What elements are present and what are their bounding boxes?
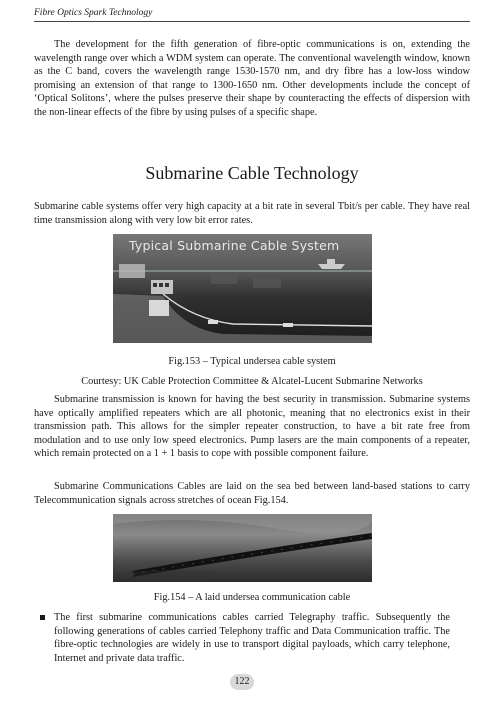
submarine-cables-paragraph: Submarine Communications Cables are laid on the sea bed between land-based stations to carry Telecommunication signals across stretches of ocean Fig.154. (34, 481, 470, 506)
figure1-caption: Fig.153 – Typical undersea cable system (168, 356, 336, 367)
intro-paragraph: The development for the fifth generation of fibre-optic communications is on, extending the wavelength range over which a WDM system can operate. The conventional wavelength window, known as the C band, covers the wavelength range 1530-1570 nm, and dry fibre has a low-loss window promising an extension of that range to 1300-1650 nm. Other developments include the concept of ‘Optical Solitons’, where the pulses preserve their shape by counteracting the effects of dispersion with the non-linear effects of the fibre by using pulses of a specific shape. (34, 39, 470, 118)
section-heading: Submarine Cable Technology (145, 163, 359, 183)
seabed-cable-illustration (113, 514, 372, 582)
bullet-item (54, 611, 450, 665)
submarine-cable-diagram (113, 234, 372, 343)
bullet-text: The first submarine communications cables carried Telegraphy traffic. Subsequently the following generations of cables carried Telephony traffic and Data Communication traffic. The fibre-optic technologies are widely in use to transport digital payloads, which carry telephone, Internet and private data traffic. (54, 612, 450, 664)
figure-title: Typical Submarine Cable System (129, 238, 340, 253)
submarine-transmission-paragraph: Submarine transmission is known for having the best security in transmission. Submarine systems have optically amplified repeaters which are all photonic, meaning that no electronics exist in their transmission path. This allows for the simpler repeater construction, to have a bit rate free from modulation and to use only low speed electronics. Pump lasers are the main components of a repeater, which remain protected on a 1 + 1 basis to cope with possible component failure. (34, 394, 470, 460)
figure2-caption: Fig.154 – A laid undersea communication cable (153, 592, 351, 603)
laid-cable-photo (113, 514, 372, 582)
running-header: Fibre Optics Spark Technology (34, 8, 470, 22)
submarine-cable-system-figure (113, 234, 372, 343)
figure1-courtesy: Courtesy: UK Cable Protection Committee & Alcatel-Lucent Submarine Networks (81, 376, 423, 387)
submarine-intro-paragraph: Submarine cable systems offer very high capacity at a bit rate in several Tbit/s per cable. They have real time transmission along with very low bit error rates. (34, 201, 470, 226)
bullet-marker (40, 615, 45, 620)
page-number: 122 (230, 674, 254, 690)
